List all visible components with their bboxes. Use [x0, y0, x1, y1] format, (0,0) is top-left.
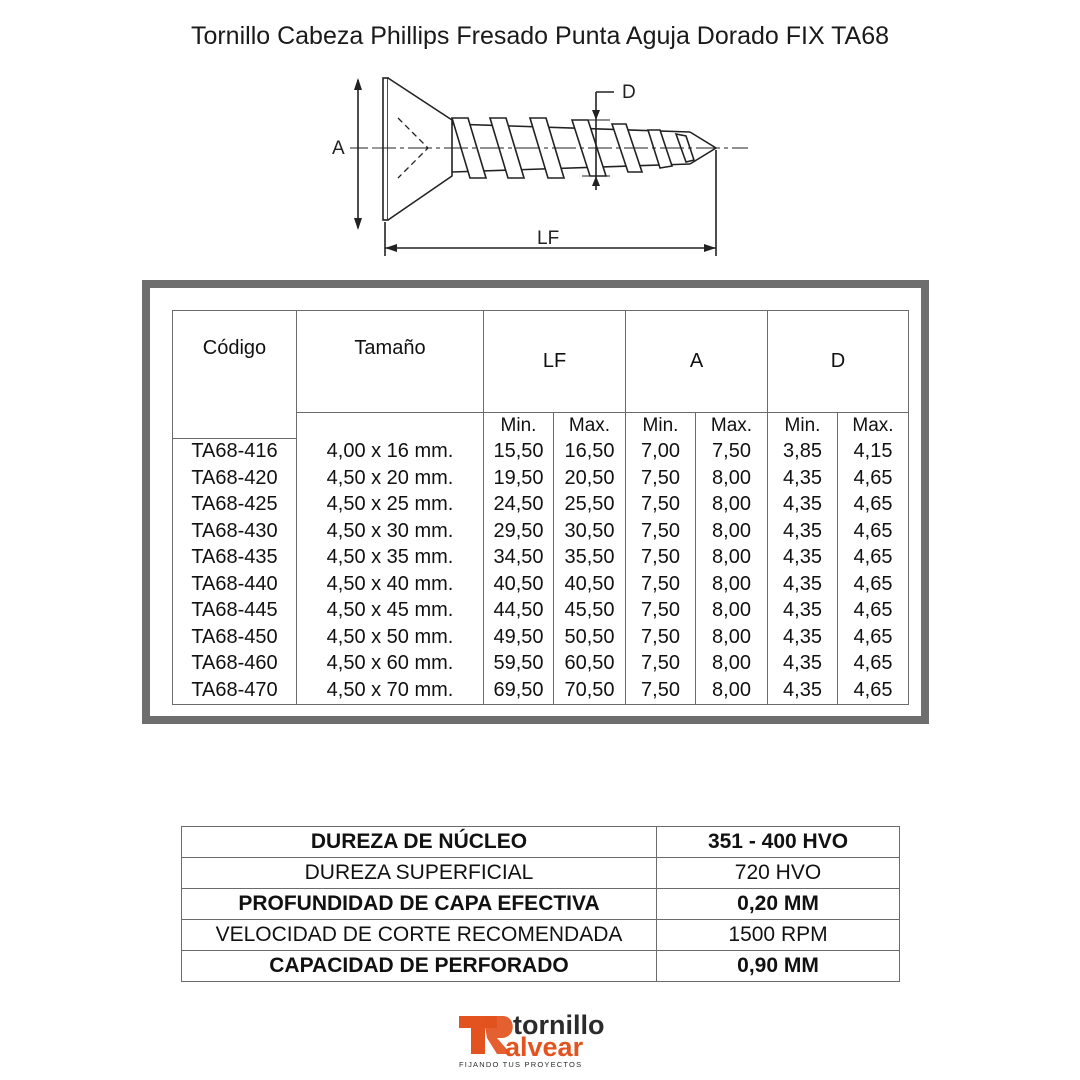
cell-a-max: 8,00: [696, 651, 768, 678]
cell-d-min: 4,35: [768, 677, 838, 704]
cell-code: TA68-425: [173, 492, 297, 519]
cell-lf-max: 25,50: [554, 492, 626, 519]
property-row: [182, 827, 900, 858]
spec-table-body: [173, 438, 909, 704]
cell-lf-max: 40,50: [554, 571, 626, 598]
cell-a-max: 8,00: [696, 465, 768, 492]
table-row: [173, 571, 909, 598]
cell-d-max: 4,65: [838, 571, 909, 598]
diagram-label-d: D: [622, 82, 636, 103]
cell-a-min: 7,50: [626, 545, 696, 572]
cell-size: 4,50 x 60 mm.: [297, 651, 484, 678]
cell-lf-min: 29,50: [484, 518, 554, 545]
property-value: 1500 RPM: [657, 920, 900, 951]
cell-a-min: 7,00: [626, 438, 696, 465]
cell-size: 4,50 x 70 mm.: [297, 677, 484, 704]
cell-a-min: 7,50: [626, 571, 696, 598]
table-row: [173, 624, 909, 651]
cell-a-max: 7,50: [696, 438, 768, 465]
page-title: Tornillo Cabeza Phillips Fresado Punta Aguja Dorado FIX TA68: [190, 22, 890, 50]
property-row: [182, 920, 900, 951]
cell-lf-max: 60,50: [554, 651, 626, 678]
logo-word-alvear: alvear: [505, 1032, 584, 1062]
cell-code: TA68-416: [173, 438, 297, 465]
cell-size: 4,50 x 30 mm.: [297, 518, 484, 545]
cell-d-min: 4,35: [768, 545, 838, 572]
table-row: [173, 677, 909, 704]
cell-lf-max: 16,50: [554, 438, 626, 465]
header-code: Código: [173, 311, 297, 439]
subheader-d-min: Min.: [768, 413, 838, 439]
property-row: [182, 858, 900, 889]
cell-code: TA68-460: [173, 651, 297, 678]
cell-lf-min: 15,50: [484, 438, 554, 465]
property-value: 351 - 400 HVO: [657, 827, 900, 858]
cell-a-max: 8,00: [696, 677, 768, 704]
cell-d-max: 4,65: [838, 492, 909, 519]
header-lf: LF: [484, 311, 626, 413]
cell-size: 4,00 x 16 mm.: [297, 438, 484, 465]
cell-d-min: 4,35: [768, 624, 838, 651]
cell-d-max: 4,65: [838, 545, 909, 572]
cell-lf-max: 50,50: [554, 624, 626, 651]
subheader-d-max: Max.: [838, 413, 909, 439]
property-value: 0,20 MM: [657, 889, 900, 920]
cell-lf-min: 34,50: [484, 545, 554, 572]
cell-lf-min: 69,50: [484, 677, 554, 704]
cell-a-max: 8,00: [696, 598, 768, 625]
subheader-a-max: Max.: [696, 413, 768, 439]
cell-a-max: 8,00: [696, 492, 768, 519]
cell-a-min: 7,50: [626, 598, 696, 625]
cell-lf-max: 70,50: [554, 677, 626, 704]
header-size: Tamaño: [297, 311, 484, 413]
table-row: [173, 438, 909, 465]
cell-code: TA68-470: [173, 677, 297, 704]
cell-a-max: 8,00: [696, 518, 768, 545]
cell-d-max: 4,65: [838, 598, 909, 625]
logo-tagline: FIJANDO TUS PROYECTOS: [459, 1060, 583, 1069]
property-value: 720 HVO: [657, 858, 900, 889]
cell-a-min: 7,50: [626, 465, 696, 492]
cell-lf-max: 45,50: [554, 598, 626, 625]
cell-a-min: 7,50: [626, 677, 696, 704]
cell-a-max: 8,00: [696, 624, 768, 651]
cell-d-min: 4,35: [768, 492, 838, 519]
header-d: D: [768, 311, 909, 413]
cell-code: TA68-430: [173, 518, 297, 545]
cell-lf-min: 49,50: [484, 624, 554, 651]
cell-d-max: 4,15: [838, 438, 909, 465]
table-row: [173, 465, 909, 492]
cell-d-max: 4,65: [838, 624, 909, 651]
cell-code: TA68-420: [173, 465, 297, 492]
table-row: [173, 598, 909, 625]
tornillo-alvear-logo: [457, 1008, 627, 1070]
cell-code: TA68-435: [173, 545, 297, 572]
table-row: [173, 545, 909, 572]
logo-word-tornillo: tornillo: [513, 1010, 605, 1040]
cell-size: 4,50 x 50 mm.: [297, 624, 484, 651]
cell-lf-max: 35,50: [554, 545, 626, 572]
cell-code: TA68-440: [173, 571, 297, 598]
cell-a-min: 7,50: [626, 651, 696, 678]
cell-a-min: 7,50: [626, 624, 696, 651]
cell-code: TA68-445: [173, 598, 297, 625]
cell-lf-min: 59,50: [484, 651, 554, 678]
cell-lf-min: 24,50: [484, 492, 554, 519]
table-row: [173, 651, 909, 678]
property-label: PROFUNDIDAD DE CAPA EFECTIVA: [182, 889, 657, 920]
property-row: [182, 951, 900, 982]
header-size-blank: [297, 413, 484, 439]
cell-size: 4,50 x 45 mm.: [297, 598, 484, 625]
cell-a-min: 7,50: [626, 518, 696, 545]
cell-d-min: 4,35: [768, 518, 838, 545]
cell-d-min: 4,35: [768, 571, 838, 598]
cell-size: 4,50 x 25 mm.: [297, 492, 484, 519]
subheader-a-min: Min.: [626, 413, 696, 439]
property-row: [182, 889, 900, 920]
cell-d-min: 4,35: [768, 465, 838, 492]
subheader-lf-max: Max.: [554, 413, 626, 439]
cell-size: 4,50 x 35 mm.: [297, 545, 484, 572]
properties-table-body: [182, 827, 900, 982]
cell-a-min: 7,50: [626, 492, 696, 519]
property-label: VELOCIDAD DE CORTE RECOMENDADA: [182, 920, 657, 951]
cell-d-max: 4,65: [838, 677, 909, 704]
header-a: A: [626, 311, 768, 413]
properties-table: [181, 826, 900, 982]
cell-code: TA68-450: [173, 624, 297, 651]
cell-d-max: 4,65: [838, 518, 909, 545]
cell-d-min: 3,85: [768, 438, 838, 465]
subheader-lf-min: Min.: [484, 413, 554, 439]
cell-a-max: 8,00: [696, 571, 768, 598]
cell-lf-max: 30,50: [554, 518, 626, 545]
cell-d-min: 4,35: [768, 651, 838, 678]
property-value: 0,90 MM: [657, 951, 900, 982]
spec-table: [172, 310, 909, 705]
cell-d-max: 4,65: [838, 651, 909, 678]
property-label: CAPACIDAD DE PERFORADO: [182, 951, 657, 982]
cell-lf-min: 44,50: [484, 598, 554, 625]
table-row: [173, 492, 909, 519]
property-label: DUREZA DE NÚCLEO: [182, 827, 657, 858]
diagram-label-a: A: [332, 138, 345, 159]
cell-a-max: 8,00: [696, 545, 768, 572]
cell-size: 4,50 x 20 mm.: [297, 465, 484, 492]
cell-size: 4,50 x 40 mm.: [297, 571, 484, 598]
property-label: DUREZA SUPERFICIAL: [182, 858, 657, 889]
screw-diagram: [0, 0, 1080, 270]
cell-lf-max: 20,50: [554, 465, 626, 492]
diagram-label-lf: LF: [537, 228, 560, 249]
cell-lf-min: 40,50: [484, 571, 554, 598]
table-row: [173, 518, 909, 545]
cell-d-max: 4,65: [838, 465, 909, 492]
spec-table-frame: [142, 280, 929, 724]
cell-lf-min: 19,50: [484, 465, 554, 492]
cell-d-min: 4,35: [768, 598, 838, 625]
